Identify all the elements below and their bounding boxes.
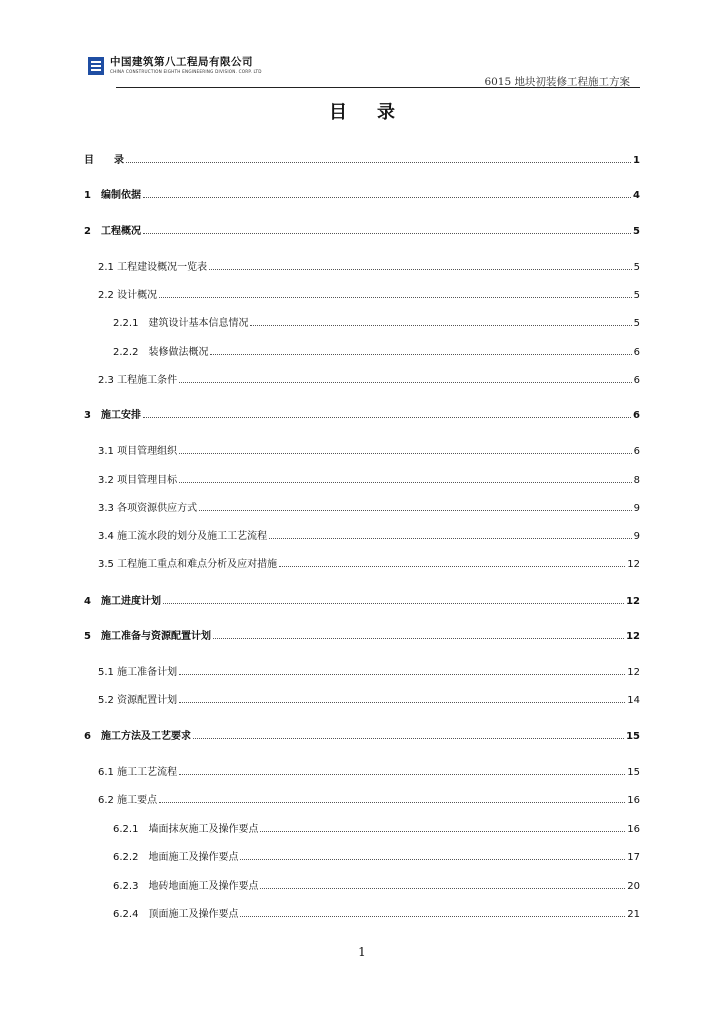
toc-leader-dots <box>260 831 625 832</box>
toc-entry[interactable] <box>84 627 640 641</box>
toc-entry[interactable] <box>98 527 640 541</box>
toc-entry[interactable] <box>113 343 640 357</box>
toc-entry-page: 9 <box>633 531 640 542</box>
toc-entry-label: 目 录 <box>84 155 124 166</box>
toc-entry-label: 3.1 项目管理组织 <box>98 446 178 457</box>
toc-entry-label: 5.2 资源配置计划 <box>98 695 178 706</box>
toc-entry-page: 4 <box>633 190 640 201</box>
toc-entry-page: 21 <box>627 909 640 920</box>
toc-leader-dots <box>126 162 631 163</box>
toc-entry-page: 16 <box>627 795 640 806</box>
toc-entry-label: 2.3 工程施工条件 <box>98 375 178 386</box>
toc-leader-dots <box>143 233 631 234</box>
toc-entry[interactable] <box>98 371 640 385</box>
toc-leader-dots <box>159 297 632 298</box>
toc-leader-dots <box>199 510 632 511</box>
toc-leader-dots <box>240 859 625 860</box>
toc-entry-label: 3.5 工程施工重点和难点分析及应对措施 <box>98 559 278 570</box>
company-name-cn: 中国建筑第八工程局有限公司 <box>110 56 253 68</box>
toc-entry-label: 6.2.4 顶面施工及操作要点 <box>113 909 239 920</box>
toc-leader-dots <box>179 453 632 454</box>
toc-entry-page: 12 <box>626 631 640 642</box>
toc-entry-label: 6.2.3 地砖地面施工及操作要点 <box>113 881 259 892</box>
toc-entry[interactable] <box>98 258 640 272</box>
toc-entry-label: 3 施工安排 <box>84 410 141 421</box>
company-logo-icon <box>88 57 104 75</box>
toc-entry-page: 20 <box>627 881 640 892</box>
toc-entry-page: 12 <box>627 559 640 570</box>
toc-entry-label: 6 施工方法及工艺要求 <box>84 731 191 742</box>
toc-entry-page: 16 <box>627 824 640 835</box>
toc-entry[interactable] <box>98 691 640 705</box>
toc-leader-dots <box>209 269 632 270</box>
toc-leader-dots <box>179 702 625 703</box>
toc-entry-page: 12 <box>627 667 640 678</box>
toc-entry-label: 3.2 项目管理目标 <box>98 475 178 486</box>
toc-entry[interactable] <box>98 471 640 485</box>
toc-entry-page: 6 <box>633 347 640 358</box>
toc-entry[interactable] <box>84 592 640 606</box>
toc-leader-dots <box>159 802 625 803</box>
toc-entry-page: 15 <box>626 731 640 742</box>
toc-leader-dots <box>179 382 632 383</box>
toc-entry-label: 6.1 施工工艺流程 <box>98 767 178 778</box>
toc-entry-page: 1 <box>633 155 640 166</box>
toc-entry-page: 17 <box>627 852 640 863</box>
toc-entry-label: 2.2.2 装修做法概况 <box>113 347 209 358</box>
toc-entry[interactable] <box>113 314 640 328</box>
toc-entry-page: 5 <box>633 318 640 329</box>
toc-entry[interactable] <box>84 186 640 200</box>
toc-entry-label: 4 施工进度计划 <box>84 596 161 607</box>
document-header-title: 6015 地块初装修工程施工方案 <box>484 76 630 88</box>
toc-leader-dots <box>213 638 624 639</box>
toc-leader-dots <box>143 197 631 198</box>
toc-entry-label: 2.1 工程建设概况一览表 <box>98 262 208 273</box>
toc-entry-page: 8 <box>633 475 640 486</box>
toc-entry-page: 15 <box>627 767 640 778</box>
toc-entry-page: 5 <box>633 226 640 237</box>
toc-entry-page: 6 <box>633 446 640 457</box>
toc-entry-label: 3.3 各项资源供应方式 <box>98 503 198 514</box>
toc-entry-page: 12 <box>626 596 640 607</box>
page-number: 1 <box>358 945 366 959</box>
toc-entry[interactable] <box>113 877 640 891</box>
toc-entry[interactable] <box>84 406 640 420</box>
toc-leader-dots <box>163 603 624 604</box>
toc-entry-page: 5 <box>633 262 640 273</box>
company-name-en: CHINA CONSTRUCTION EIGHTH ENGINEERING DIVISION. CORP. LTD <box>110 69 262 74</box>
toc-entry[interactable] <box>98 791 640 805</box>
toc-leader-dots <box>269 538 632 539</box>
toc-entry-page: 6 <box>633 410 640 421</box>
toc-entry-page: 14 <box>627 695 640 706</box>
toc-entry[interactable] <box>84 727 640 741</box>
toc-entry[interactable] <box>84 222 640 236</box>
toc-leader-dots <box>210 354 631 355</box>
toc-entry[interactable] <box>98 555 640 569</box>
toc-entry[interactable] <box>84 151 640 165</box>
toc-leader-dots <box>279 566 625 567</box>
toc-leader-dots <box>260 888 625 889</box>
toc-leader-dots <box>193 738 624 739</box>
toc-leader-dots <box>179 774 625 775</box>
toc-entry-label: 5.1 施工准备计划 <box>98 667 178 678</box>
toc-entry-label: 2.2 设计概况 <box>98 290 158 301</box>
company-logo <box>88 54 288 80</box>
toc-entry[interactable] <box>98 442 640 456</box>
toc-entry-label: 5 施工准备与资源配置计划 <box>84 631 211 642</box>
toc-entry-label: 6.2.2 地面施工及操作要点 <box>113 852 239 863</box>
toc-entry[interactable] <box>98 286 640 300</box>
toc-entry[interactable] <box>113 905 640 919</box>
toc-entry[interactable] <box>113 848 640 862</box>
toc-entry-label: 2 工程概况 <box>84 226 141 237</box>
page-title: 目录 <box>329 102 425 123</box>
toc-entry-label: 3.4 施工流水段的划分及施工工艺流程 <box>98 531 268 542</box>
toc-entry-page: 9 <box>633 503 640 514</box>
toc-entry-page: 5 <box>633 290 640 301</box>
toc-leader-dots <box>143 417 631 418</box>
toc-leader-dots <box>240 916 625 917</box>
toc-entry-label: 6.2 施工要点 <box>98 795 158 806</box>
toc-leader-dots <box>250 325 631 326</box>
toc-entry-label: 1 编制依据 <box>84 190 141 201</box>
toc-entry[interactable] <box>113 820 640 834</box>
toc-entry[interactable] <box>98 499 640 513</box>
toc-entry[interactable] <box>98 663 640 677</box>
toc-leader-dots <box>179 674 625 675</box>
toc-entry-label: 2.2.1 建筑设计基本信息情况 <box>113 318 249 329</box>
toc-entry-label: 6.2.1 墙面抹灰施工及操作要点 <box>113 824 259 835</box>
toc-leader-dots <box>179 482 632 483</box>
toc-entry[interactable] <box>98 763 640 777</box>
toc-entry-page: 6 <box>633 375 640 386</box>
header-divider <box>116 87 640 88</box>
